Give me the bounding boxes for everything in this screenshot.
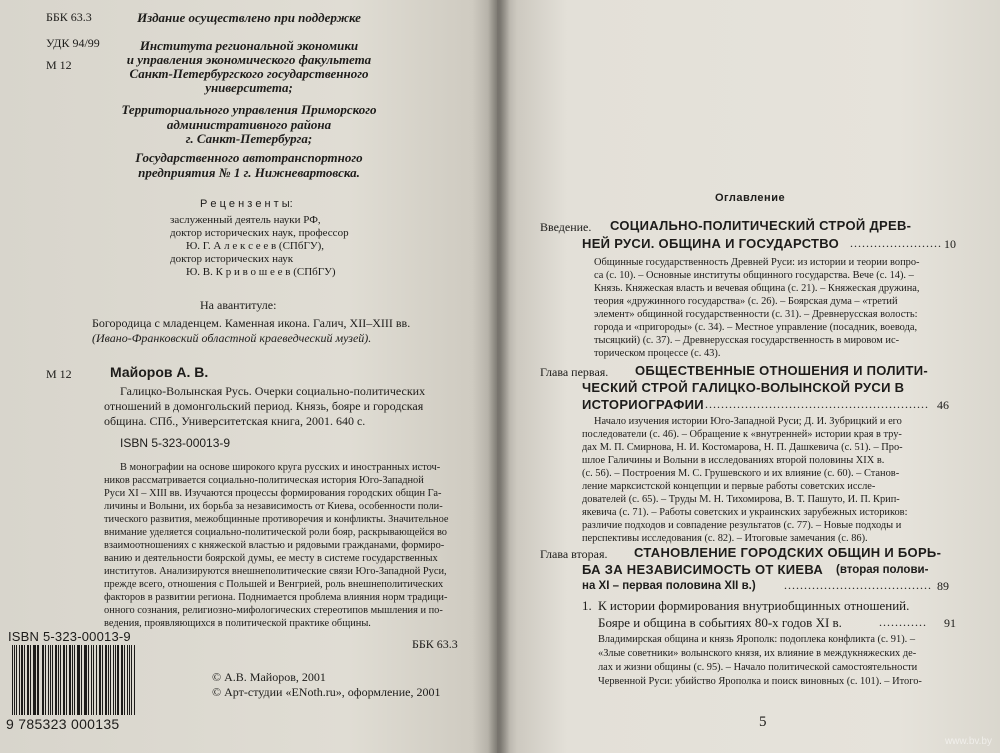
abstract-line: В монографии на основе широкого круга русских и иностранных источ- (120, 462, 441, 473)
barcode-bar (110, 645, 111, 715)
reviewer-line: доктор исторических наук, профессор (170, 227, 349, 239)
description-line: Галицко-Волынская Русь. Очерки социально-политических (120, 384, 426, 398)
abstract-line: тического развития, межобщинные противоречия и конфликты. Значительное (104, 514, 449, 525)
toc-sub-line: шлое Галичины и Волыни в исследованиях второй половины XIX в. (582, 455, 885, 466)
barcode-bar (134, 645, 135, 715)
page-number: 5 (759, 714, 767, 730)
toc-sub-line: Червенной Руси: убийство Ярополка и поиск виновных (с. 101). – Итого- (598, 676, 922, 687)
reviewer-line: доктор исторических наук (170, 253, 294, 265)
barcode-bar (96, 645, 97, 715)
barcode-bar (102, 645, 103, 715)
toc-page-number: 89 (937, 579, 949, 593)
toc-page-number: 46 (937, 398, 949, 412)
toc-sub-line: дах М. П. Смирнова, Н. И. Костомарова, Н. П. Дашкевича (с. 51). – Про- (582, 442, 903, 453)
frontispiece-line: (Ивано-Франковский областной краеведческий музей). (92, 331, 372, 345)
support-line: университета; (205, 80, 293, 95)
barcode-bar (115, 645, 116, 715)
abstract-line: институтов. Анализируются внешнеполитические связи Юго-Западной Руси, (104, 566, 447, 577)
toc-sub-line: са (с. 10). – Основные институты общинного государства. Вече (с. 14). – (594, 270, 914, 281)
barcode-isbn: ISBN 5-323-00013-9 (8, 629, 131, 644)
barcode-bar (24, 645, 25, 715)
barcode-bar (117, 645, 119, 715)
barcode-bar (74, 645, 75, 715)
copyright-line: © Арт-студии «ENoth.ru», оформление, 2001 (212, 685, 441, 699)
barcode-bar (45, 645, 46, 715)
toc-sub-line: дователей (с. 65). – Труды М. Н. Тихомирова, В. Т. Пашуто, И. П. Крип- (582, 494, 900, 505)
support-line: Издание осуществлено при поддержке (137, 10, 361, 25)
abstract-line: факторов в развитии региона. Поднимается проблема влияния норм традици- (104, 592, 448, 603)
barcode-bar (35, 645, 36, 715)
toc-sub-line: якевича (с. 71). – Работы советских и украинских зарубежных историков: (582, 507, 908, 518)
toc-sub-line: (с. 56). – Построения М. С. Грушевского и их влияние (с. 60). – Станов- (582, 468, 900, 479)
support-line: предприятия № 1 г. Нижневартовска. (138, 165, 360, 180)
right-page (497, 0, 1000, 753)
reviewer-line: Ю. В. К р и в о ш е е в (СПбГУ) (186, 266, 336, 278)
toc-sub-line: ление марксистской концепции и первые работы советских иссле- (582, 481, 876, 492)
toc-entry-title: БА ЗА НЕЗАВИСИМОСТЬ ОТ КИЕВА (582, 562, 824, 577)
barcode-bar (30, 645, 31, 715)
toc-entry-prefix: Введение. (540, 220, 592, 234)
abstract-line: ведения, проявляющихся в политической практике общины. (104, 618, 371, 629)
toc-leader: ........................................................ (705, 397, 929, 411)
barcode-bar (122, 645, 123, 715)
toc-entry-title: СОЦИАЛЬНО-ПОЛИТИЧЕСКИЙ СТРОЙ ДРЕВ- (610, 218, 912, 233)
catalog-code: М 12 (46, 58, 72, 72)
abstract-line: взаимоотношениях с княжеской властью и рядовыми гражданами, формиро- (104, 540, 445, 551)
toc-sub-line: Начало изучения истории Юго-Западной Руси; Д. И. Зубрицкий и его (594, 416, 902, 427)
toc-sub-line: элемент» общинной государственности (с. 31). – Древнерусская волость: (594, 309, 918, 320)
barcode-bar (43, 645, 44, 715)
card-code: М 12 (46, 367, 72, 381)
barcode-bar (16, 645, 17, 715)
support-line: и управления экономического факультета (126, 52, 372, 67)
toc-entry-title: ИСТОРИОГРАФИИ (582, 397, 704, 412)
toc-leader: ..................................... (784, 578, 932, 592)
abstract-line: внимание уделяется социально-политической роли бояр, раскрывающейся во (104, 527, 447, 538)
abstract-line: онного сознания, религиозно-мифологических стереотипов мышления и по- (104, 605, 443, 616)
toc-entry-title-extra: (вторая полови- (836, 564, 929, 576)
reviewer-line: заслуженный деятель науки РФ, (170, 214, 321, 226)
toc-sub-line: теория «дружинного государства» (с. 26). – Боярская дума – «третий (594, 296, 898, 307)
barcode-bar (37, 645, 39, 715)
toc-entry-title: ЧЕСКИЙ СТРОЙ ГАЛИЦКО-ВОЛЫНСКОЙ РУСИ В (582, 380, 905, 395)
copyright-line: © А.В. Майоров, 2001 (212, 670, 326, 684)
support-line: Территориального управления Приморского (121, 102, 377, 117)
support-line: Государственного автотранспортного (135, 150, 363, 165)
toc-entry-title: на XI – первая половина XII в.) (582, 580, 756, 592)
toc-entry-title: НЕЙ РУСИ. ОБЩИНА И ГОСУДАРСТВО (582, 236, 840, 251)
section-number: 1. (582, 598, 592, 613)
toc-sub-line: тысяцкий) (с. 37). – Древнерусская государственность в мировом ис- (594, 335, 900, 346)
barcode-bars (12, 645, 136, 715)
book-gutter (488, 0, 510, 753)
barcode-bar (81, 645, 82, 715)
isbn: ISBN 5-323-00013-9 (120, 436, 231, 450)
barcode-bar (124, 645, 125, 715)
barcode-bar (64, 645, 65, 715)
toc-sub-line: последователи (с. 46). – Обращение к «внутренней» истории края в тру- (582, 429, 902, 440)
barcode-bar (28, 645, 29, 715)
barcode-bar (72, 645, 73, 715)
toc-sub-line: Владимирская община и князь Ярополк: подоплека конфликта (с. 91). – (598, 634, 916, 645)
bbk-bottom: ББК 63.3 (412, 637, 458, 651)
barcode (6, 630, 140, 734)
description-line: отношений в домонгольский период. Князь, бояре и городская (104, 399, 424, 413)
bbk-code: ББК 63.3 (46, 10, 92, 24)
section-title: Бояре и община в событиях 80-х годов XI в. (598, 615, 842, 630)
reviewer-line: Ю. Г. А л е к с е е в (СПбГУ), (186, 240, 325, 252)
toc-entry-title: СТАНОВЛЕНИЕ ГОРОДСКИХ ОБЩИН И БОРЬ- (634, 545, 942, 560)
toc-entry-prefix: Глава вторая. (540, 547, 608, 561)
toc-sub-line: Князь. Княжеская власть и вечевая община (с. 21). – Княжеская дружина, (594, 283, 920, 294)
frontispiece-title: На авантитуле: (200, 298, 277, 312)
udk-code: УДК 94/99 (46, 36, 100, 50)
barcode-bar (78, 645, 79, 715)
toc-sub-line: торическом процессе (с. 43). (594, 348, 721, 359)
toc-sub-line: Общинные государственность Древней Руси: из истории и теории вопро- (594, 257, 920, 268)
abstract-line: ванию и деятельности боярской думы, ее месту в системе государственных (104, 553, 438, 564)
barcode-bar (58, 645, 59, 715)
support-line: Санкт-Петербургского государственного (129, 66, 369, 81)
toc-title: Оглавление (715, 192, 786, 204)
toc-leader: ....................... (850, 236, 942, 250)
abstract-line: прежде всего, отношения с Польшей и Венгрией, роль внешнеполитических (104, 579, 444, 590)
toc-page-number: 10 (944, 237, 956, 251)
support-line: г. Санкт-Петербурга; (185, 131, 313, 146)
barcode-bar (52, 645, 53, 715)
barcode-bar (93, 645, 94, 715)
frontispiece-line: Богородица с младенцем. Каменная икона. Галич, XII–XIII вв. (92, 316, 411, 330)
support-line: Института региональной экономики (139, 38, 359, 53)
toc-page-number: 91 (944, 616, 956, 630)
barcode-bar (85, 645, 87, 715)
toc-entry-title: ОБЩЕСТВЕННЫЕ ОТНОШЕНИЯ И ПОЛИТИ- (635, 363, 928, 378)
barcode-bar (100, 645, 101, 715)
toc-leader: ............ (879, 615, 927, 629)
toc-sub-line: лах и жизни общины (с. 95). – Начало политической самостоятельности (598, 662, 918, 673)
toc-sub-line: «Злые советники» волынского князя, их влияние в междукняжеских де- (598, 648, 917, 659)
toc-sub-line: различие подходов и совпадение результатов (с. 77). – Новые подходы и (582, 520, 902, 531)
barcode-bar (108, 645, 109, 715)
toc-sub-line: перспективы исследования (с. 82). – Итоговые замечания (с. 86). (582, 533, 868, 544)
description-line: община. СПб., Университетская книга, 2001. 640 с. (104, 414, 366, 428)
toc-sub-line: города и «пригороды» (с. 34). – Местное управление (посадник, воевода, (594, 322, 918, 333)
barcode-bar (66, 645, 67, 715)
left-page (0, 0, 497, 753)
abstract-line: личины и Волыни, их борьба за независимость от Киева, особенности поли- (104, 501, 443, 512)
barcode-bar (14, 645, 15, 715)
support-line: административного района (166, 117, 332, 132)
abstract-line: ников рассматривается социально-политическая история Юго-Западной (104, 475, 424, 486)
barcode-bar (88, 645, 89, 715)
section-title: К истории формирования внутриобщинных отношений. (598, 598, 910, 613)
barcode-bar (131, 645, 132, 715)
barcode-bar (60, 645, 61, 715)
author: Майоров А. В. (110, 364, 209, 380)
toc-entry-prefix: Глава первая. (540, 365, 609, 379)
watermark: www.bv.by (944, 736, 992, 747)
reviewers-title: Р е ц е н з е н т ы: (200, 198, 293, 210)
barcode-bar (129, 645, 130, 715)
barcode-bar (50, 645, 51, 715)
barcode-digits: 9 785323 000135 (6, 716, 120, 732)
abstract-line: Руси XI – XIII вв. Изучаются процессы формирования городских общин Га- (104, 488, 442, 499)
barcode-bar (21, 645, 23, 715)
